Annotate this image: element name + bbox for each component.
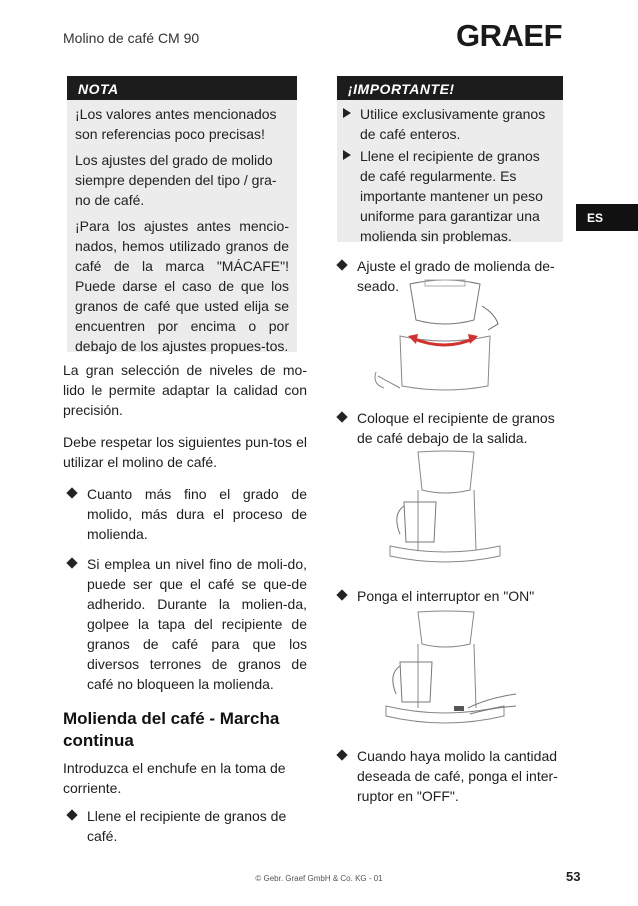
triangle-bullet-icon <box>343 150 351 160</box>
important-box <box>337 76 563 242</box>
diamond-bullet-icon <box>336 411 347 422</box>
brand-logo: GRAEF <box>456 18 562 53</box>
diamond-bullet-icon <box>66 809 77 820</box>
list-item: Llene el recipiente de granos de café. <box>63 806 307 846</box>
list-item: Utilice exclusivamente granos de café enteros. <box>343 104 555 144</box>
grinder-switch-on-illustration <box>370 610 520 738</box>
step-switch-on: Ponga el interruptor en "ON" <box>333 586 565 606</box>
diamond-bullet-icon <box>336 589 347 600</box>
document-title: Molino de café CM 90 <box>63 30 200 46</box>
grinder-adjust-illustration <box>370 276 520 400</box>
page-number: 53 <box>566 869 581 884</box>
step-switch-off: Cuando haya molido la cantidad deseada de café, ponga el inter-ruptor en "OFF". <box>333 746 565 806</box>
list-item: Cuanto más fino el grado de molido, más dura el proceso de molienda. <box>63 484 307 544</box>
intro-paragraph: La gran selección de niveles de mo-lido le permite adaptar la calidad con precisión. <box>63 362 307 418</box>
copyright-footer: © Gebr. Graef GmbH & Co. KG - 01 <box>255 874 383 883</box>
list-item: Llene el recipiente de granos de café regularmente. Es importante mantener un peso uniforme para garantizar una molienda sin problemas. <box>343 146 555 246</box>
triangle-bullet-icon <box>343 108 351 118</box>
section-heading: Molienda del café - Marcha continua <box>63 709 280 750</box>
note-box <box>67 76 297 352</box>
note-paragraph: Los ajustes del grado de molido siempre dependen del tipo / gra-no de café. <box>75 152 277 208</box>
note-paragraph: ¡Para los ajustes antes mencio-nados, hemos utilizado granos de café de la marca "MÁCAFE"! Puede darse el caso de que los granos de café que usted elija se encuentren por encima o por debajo de los ajustes propues-tos. <box>75 218 289 354</box>
diamond-bullet-icon <box>66 487 77 498</box>
diamond-bullet-icon <box>336 749 347 760</box>
language-tab: ES <box>576 204 638 231</box>
left-column <box>63 360 307 856</box>
instructions-paragraph: Debe respetar los siguientes pun-tos el utilizar el molino de café. <box>63 434 307 470</box>
diamond-bullet-icon <box>336 259 347 270</box>
step-place-container: Coloque el recipiente de granos de café debajo de la salida. <box>333 408 565 448</box>
note-heading: NOTA <box>67 76 297 100</box>
note-paragraph: ¡Los valores antes mencionados son referencias poco precisas! <box>75 106 277 142</box>
important-heading: ¡IMPORTANTE! <box>337 76 563 100</box>
list-item: Si emplea un nivel fino de moli-do, puede ser que el café se que-de adherido. Durante la molien-da, golpee la tapa del recipiente de granos de café para que los diversos terrones de granos de café no bloqueen la molienda. <box>63 554 307 694</box>
diamond-bullet-icon <box>66 557 77 568</box>
grinder-container-illustration <box>370 450 520 578</box>
plug-in-paragraph: Introduzca el enchufe en la toma de corriente. <box>63 760 286 796</box>
step-adjust-grind: Ajuste el grado de molienda de-seado. <box>333 256 565 296</box>
